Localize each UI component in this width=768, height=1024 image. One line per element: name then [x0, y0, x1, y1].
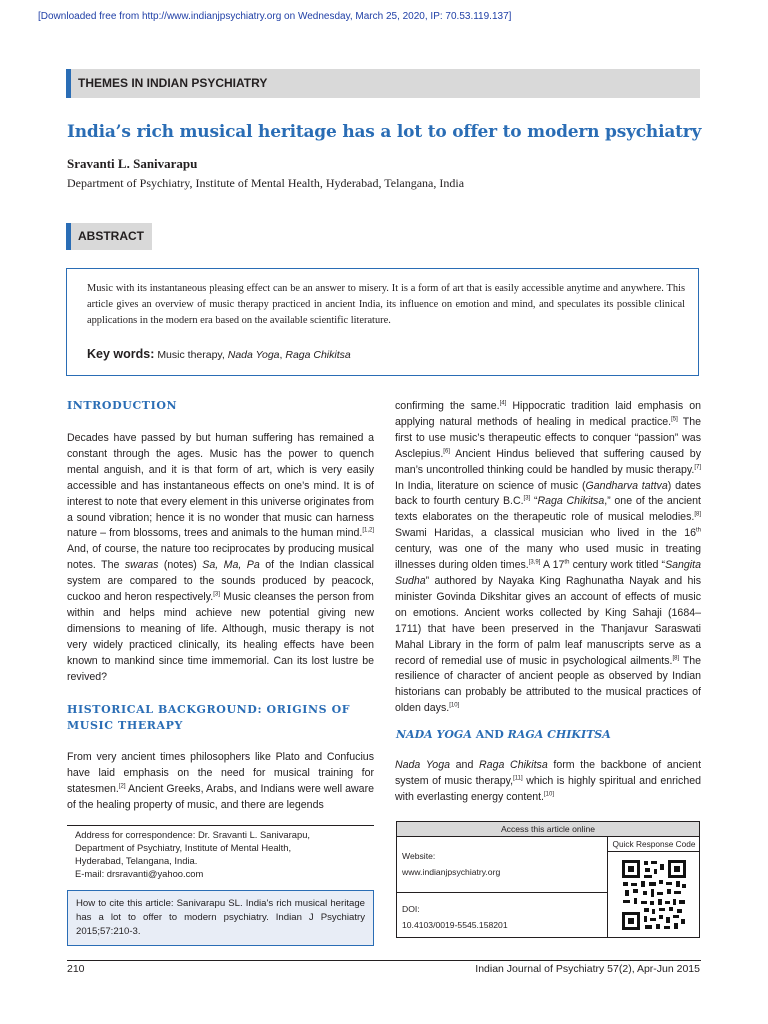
divider [397, 892, 607, 893]
body-text: And, of course, the nature too reciprocates by producing musical notes. The [67, 543, 374, 572]
citation-ref: [10] [449, 702, 460, 709]
body-text: Decades have passed by but human suffering has remained a constant through the ages. Music has the power to quench mental anguish, and it is that form of art, which is very easily accessible and has instantaneous effects on one’s mind. It is of interest to note that every element in this universe originates from a sound vibration; hence it is no wonder that music can harness nature – from blossoms, trees and animals to the human mind. [67, 432, 374, 540]
qr-label: Quick Response Code [607, 837, 700, 852]
citation-ref: [3] [213, 591, 220, 598]
qr-code-icon [621, 859, 687, 931]
body-text: form the backbone of ancient system of music therapy, [395, 759, 702, 787]
keyword-text: Music therapy, [157, 349, 228, 361]
citation-ref: [11] [513, 775, 523, 782]
citation-ref: [5] [671, 416, 678, 423]
introduction-paragraph [67, 431, 374, 686]
correspondence-email[interactable]: E-mail: drsravanti@yahoo.com [75, 868, 204, 879]
citation-ref: [1,2] [362, 527, 374, 534]
body-text: Swami Haridas, a classical musician who lived in the 16 [395, 527, 696, 540]
keywords [87, 347, 351, 361]
page-number: 210 [67, 963, 85, 975]
body-text: ” authored by Nayaka King Raghunatha Nayak and his minister Govinda Dikshitar gives an account of effects of music on emotions. Ancient works collected by King Sahaji (1684–1711) that have been preserved in the Thanjavur Saraswati Mahal Library in the form of palm leaf manuscripts serve as a record of remedial use of music in psychological ailments. [395, 574, 701, 667]
download-notice: [Downloaded free from http://www.indianjpsychiatry.org on Wednesday, March 25, 2020, IP: 70.53.119.137] [38, 11, 512, 22]
correspondence-block [67, 825, 374, 880]
keywords-label: Key words: [87, 347, 155, 361]
website-link[interactable]: www.indianjpsychiatry.org [402, 867, 501, 877]
body-text: and [449, 759, 480, 771]
body-text: Ancient Greeks, Arabs, and Indians were well aware of the healing property of music, and there are legends [67, 782, 374, 811]
body-text: The first to use music’s therapeutic effects to conquer “passion” was Asclepius. [395, 415, 701, 460]
section-heading-nada-yoga [396, 727, 611, 743]
theme-label: THEMES IN INDIAN PSYCHIATRY [78, 76, 268, 90]
abstract-text: Music with its instantaneous pleasing effect can be an answer to misery. It is a form of art that is easily accessible anytime and anywhere. This article gives an overview of music therapy practiced in ancient India, its influence on emotion and mind, and speculates its possible clinical applications in the modern era based on the available scientific literature. [87, 283, 685, 326]
body-italic: Sangita Sudha [395, 559, 701, 587]
body-text: A 17 [540, 559, 565, 572]
citation-ref: [2] [118, 783, 126, 790]
historical-paragraph [67, 750, 374, 814]
author-name: Sravanti L. Sanivarapu [67, 156, 198, 171]
access-article-box [396, 821, 700, 938]
body-text: The resilience of character of ancient people as observed by Indian historians can probably be attributed to the musical practices of olden days. [395, 654, 701, 715]
section-heading-historical [67, 702, 367, 734]
citation-ref: [8] [694, 511, 701, 518]
body-text: ,” one of the ancient texts elaborates on the therapeutic role of musical melodies. [395, 495, 701, 524]
correspondence-line: Hyderabad, Telangana, India. [75, 855, 198, 866]
keyword-italic: Nada Yoga [227, 349, 280, 361]
correspondence-line: Department of Psychiatry, Institute of Mental Health, [75, 842, 292, 853]
heading-line: HISTORICAL BACKGROUND: ORIGINS OF [67, 703, 351, 716]
body-text: confirming the same. [395, 400, 500, 412]
article-title: India’s rich musical heritage has a lot to offer to modern psychiatry [67, 122, 702, 142]
body-italic: Sa, Ma, Pa [202, 559, 260, 572]
abstract-box [66, 268, 699, 376]
body-text: century, was one of the many who used music in treating illnesses during olden times. [395, 543, 701, 572]
abstract-label: ABSTRACT [78, 229, 144, 243]
heading-line: MUSIC THERAPY [67, 719, 184, 732]
keyword-italic: Raga Chikitsa [285, 349, 351, 361]
abstract-accent-stripe [66, 223, 71, 250]
theme-banner [66, 69, 700, 98]
heading-italic: RAGA CHIKITSA [507, 728, 611, 741]
body-text: In India, literature on science of music ( [395, 479, 586, 492]
how-to-cite-box: How to cite this article: Sanivarapu SL. India's rich musical heritage has a lot to offer to modern psychiatry. Indian J Psychiatry 2015;57:210-3. [67, 890, 374, 946]
body-text: (notes) [158, 559, 203, 572]
heading-italic: NADA YOGA [396, 728, 472, 741]
citation-ref: [3,9] [528, 559, 541, 566]
citation-ref: [3] [523, 495, 531, 502]
heading-text: AND [471, 728, 508, 741]
ordinal-suffix: th [695, 527, 701, 534]
body-italic: Raga Chikitsa [479, 759, 548, 771]
correspondence-line: Address for correspondence: Dr. Sravanti L. Sanivarapu, [75, 829, 311, 840]
keyword-text: , [279, 349, 286, 361]
abstract-banner [66, 223, 152, 250]
author-affiliation: Department of Psychiatry, Institute of Mental Health, Hyderabad, Telangana, India [67, 176, 465, 190]
body-text: ) dates back to fourth century B.C. [395, 479, 701, 508]
access-header: Access this article online [397, 822, 699, 837]
body-text: century work titled “ [569, 559, 666, 572]
citation-ref: [6] [443, 448, 450, 455]
body-text: “ [530, 495, 538, 508]
body-text: From very ancient times philosophers like Plato and Confucius have laid emphasis on the need for musical training for statesmen. [67, 751, 374, 795]
website-label: Website: [402, 851, 436, 861]
body-italic: Nada Yoga [395, 759, 450, 771]
citation-ref: [10] [544, 791, 555, 798]
doi-value[interactable]: 10.4103/0019-5545.158201 [402, 920, 508, 930]
body-italic: Raga Chikitsa [537, 495, 605, 508]
body-text: Hippocratic tradition laid emphasis on applying natural methods of healing in medical practice. [395, 400, 701, 428]
body-text: Ancient Hindus believed that suffering caused by man’s uncontrolled thinking could be handled by music therapy. [395, 447, 701, 476]
journal-citation: Indian Journal of Psychiatry 57(2), Apr-Jun 2015 [475, 963, 700, 975]
footer-divider [67, 960, 701, 961]
ordinal-suffix: th [564, 559, 570, 566]
body-italic: Gandharva tattva [585, 479, 668, 492]
body-text: which is highly spiritual and enriched with everlasting energy content. [395, 774, 702, 803]
section-heading-introduction: INTRODUCTION [67, 399, 178, 412]
body-text: of the Indian classical system are compared to the sounds produced by peacock, cuckoo and heron respectively. [67, 559, 375, 604]
body-italic: swaras [124, 559, 159, 572]
right-column-paragraph [395, 399, 701, 717]
citation-ref: [7] [694, 464, 701, 471]
nada-yoga-paragraph [395, 758, 701, 806]
doi-label: DOI: [402, 904, 420, 914]
divider [607, 851, 608, 937]
citation-ref: [4] [499, 400, 507, 407]
citation-ref: [8] [672, 654, 680, 661]
theme-accent-stripe [66, 69, 71, 98]
body-text: Music cleanses the person from within and helps mind achieve new potential giving new dimensions to meaning of life. Although, music therapy is not very widely practiced clinically, its healing effects have been known to mankind since time immemorial. Can its lost lustre be revived? [67, 591, 374, 683]
